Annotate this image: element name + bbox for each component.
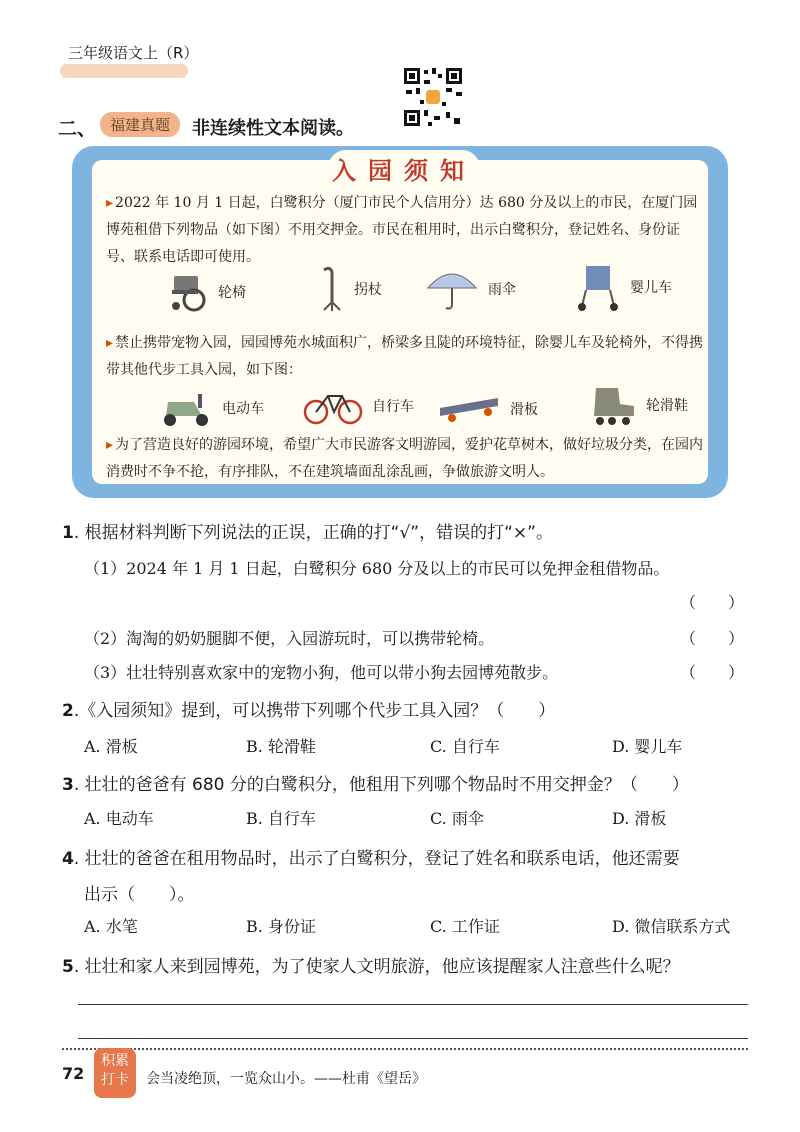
header-highlight <box>60 64 188 78</box>
section-title: 非连续性文本阅读。 <box>192 118 354 139</box>
item-bicycle <box>302 386 414 426</box>
option-c[interactable]: C. 自行车 <box>430 737 500 756</box>
answer-blank[interactable]: （ ） <box>680 593 745 612</box>
accumulate-badge: 积累 打卡 <box>94 1048 136 1098</box>
roller-skate-icon <box>588 384 638 426</box>
skateboard-icon <box>436 394 502 424</box>
option-b[interactable]: B. 轮滑鞋 <box>246 737 316 756</box>
umbrella-icon <box>424 266 480 312</box>
item-scooter <box>158 388 264 428</box>
question-5: 5. 壮壮和家人来到园博苑，为了使家人文明旅游，他应该提醒家人注意些什么呢？ <box>62 957 680 977</box>
qr-code-icon[interactable] <box>402 66 464 128</box>
option-d[interactable]: D. 婴儿车 <box>612 737 683 756</box>
answer-line-2[interactable] <box>78 1038 748 1039</box>
item-label: 轮滑鞋 <box>646 398 688 414</box>
item-cane <box>316 266 382 312</box>
option-d[interactable]: D. 滑板 <box>612 809 667 828</box>
footer-quote: 会当凌绝顶，一览众山小。——杜甫《望岳》 <box>146 1071 426 1087</box>
item-label: 电动车 <box>222 401 264 417</box>
option-a[interactable]: A. 滑板 <box>84 737 138 756</box>
item-label: 雨伞 <box>488 282 516 298</box>
answer-blank[interactable]: （ ） <box>680 663 745 682</box>
triangle-bullet-icon: ▸ <box>106 437 114 453</box>
item-umbrella <box>424 266 516 312</box>
bicycle-icon <box>302 386 364 426</box>
item-label: 拐杖 <box>354 282 382 298</box>
page-number: 72 <box>62 1064 85 1083</box>
item-label: 滑板 <box>510 402 538 418</box>
option-a[interactable]: A. 电动车 <box>84 809 154 828</box>
triangle-bullet-icon: ▸ <box>106 195 114 211</box>
answer-line-1[interactable] <box>78 1004 748 1005</box>
item-wheelchair <box>166 272 246 312</box>
source-tag: 福建真题 <box>100 112 180 137</box>
item-label: 自行车 <box>372 399 414 415</box>
item-skateboard <box>436 394 538 424</box>
option-d[interactable]: D. 微信联系方式 <box>612 917 731 936</box>
item-label: 轮椅 <box>218 285 246 301</box>
option-a[interactable]: A. 水笔 <box>84 917 138 936</box>
question-1: 1. 根据材料判断下列说法的正误，正确的打“√”，错误的打“×”。 <box>62 523 553 543</box>
question-1-statement-3: （3）壮壮特别喜欢家中的宠物小狗，他可以带小狗去园博苑散步。 <box>84 663 559 682</box>
notice-paragraph-1: ▸ 2022 年 10 月 1 日起，白鹭积分（厦门市民个人信用分）达 680 分及以上的市民，在厦门园博苑租借下列物品（如下图）不用交押金。市民在租用时，出示白鹭积分，登记姓名、身份证号、联系电话即可使用。 <box>106 195 698 265</box>
grade-label: 三年级语文上（R） <box>68 44 199 62</box>
triangle-bullet-icon: ▸ <box>106 335 114 351</box>
stroller-icon <box>576 262 622 312</box>
option-c[interactable]: C. 工作证 <box>430 917 500 936</box>
question-1-statement-1: （1）2024 年 1 月 1 日起，白鹭积分 680 分及以上的市民可以免押金租借物品。 <box>84 559 670 578</box>
option-b[interactable]: B. 身份证 <box>246 917 316 936</box>
item-stroller <box>576 262 672 312</box>
answer-blank[interactable]: （ ） <box>680 629 745 648</box>
item-label: 婴儿车 <box>630 280 672 296</box>
section-number: 二、 <box>58 118 97 140</box>
notice-paragraph-3: ▸ 为了营造良好的游园环境，希望广大市民游客文明游园，爱护花草树木，做好垃圾分类，在园内消费时不争不抢，有序排队，不在建筑墙面乱涂乱画，争做旅游文明人。 <box>106 437 704 480</box>
scooter-icon <box>158 388 214 428</box>
question-2: 2.《入园须知》提到，可以携带下列哪个代步工具入园？（ ） <box>62 701 556 721</box>
cane-icon <box>316 266 346 312</box>
notice-title: 入园须知 <box>328 150 480 186</box>
question-4-continued: 出示（ ）。 <box>84 885 195 905</box>
wheelchair-icon <box>166 272 210 312</box>
option-c[interactable]: C. 雨伞 <box>430 809 484 828</box>
question-3: 3. 壮壮的爸爸有 680 分的白鹭积分，他租用下列哪个物品时不用交押金？（ ） <box>62 775 689 795</box>
item-roller-skates <box>588 384 688 426</box>
option-b[interactable]: B. 自行车 <box>246 809 316 828</box>
question-4: 4. 壮壮的爸爸在租用物品时，出示了白鹭积分，登记了姓名和联系电话，他还需要 <box>62 849 680 869</box>
notice-paragraph-2: ▸ 禁止携带宠物入园，园园博苑水城面积广，桥梁多且陡的环境特征，除婴儿车及轮椅外，不得携带其他代步工具入园，如下图： <box>106 335 704 378</box>
footer-divider <box>62 1048 748 1050</box>
question-1-statement-2: （2）淘淘的奶奶腿脚不便，入园游玩时，可以携带轮椅。 <box>84 629 495 648</box>
